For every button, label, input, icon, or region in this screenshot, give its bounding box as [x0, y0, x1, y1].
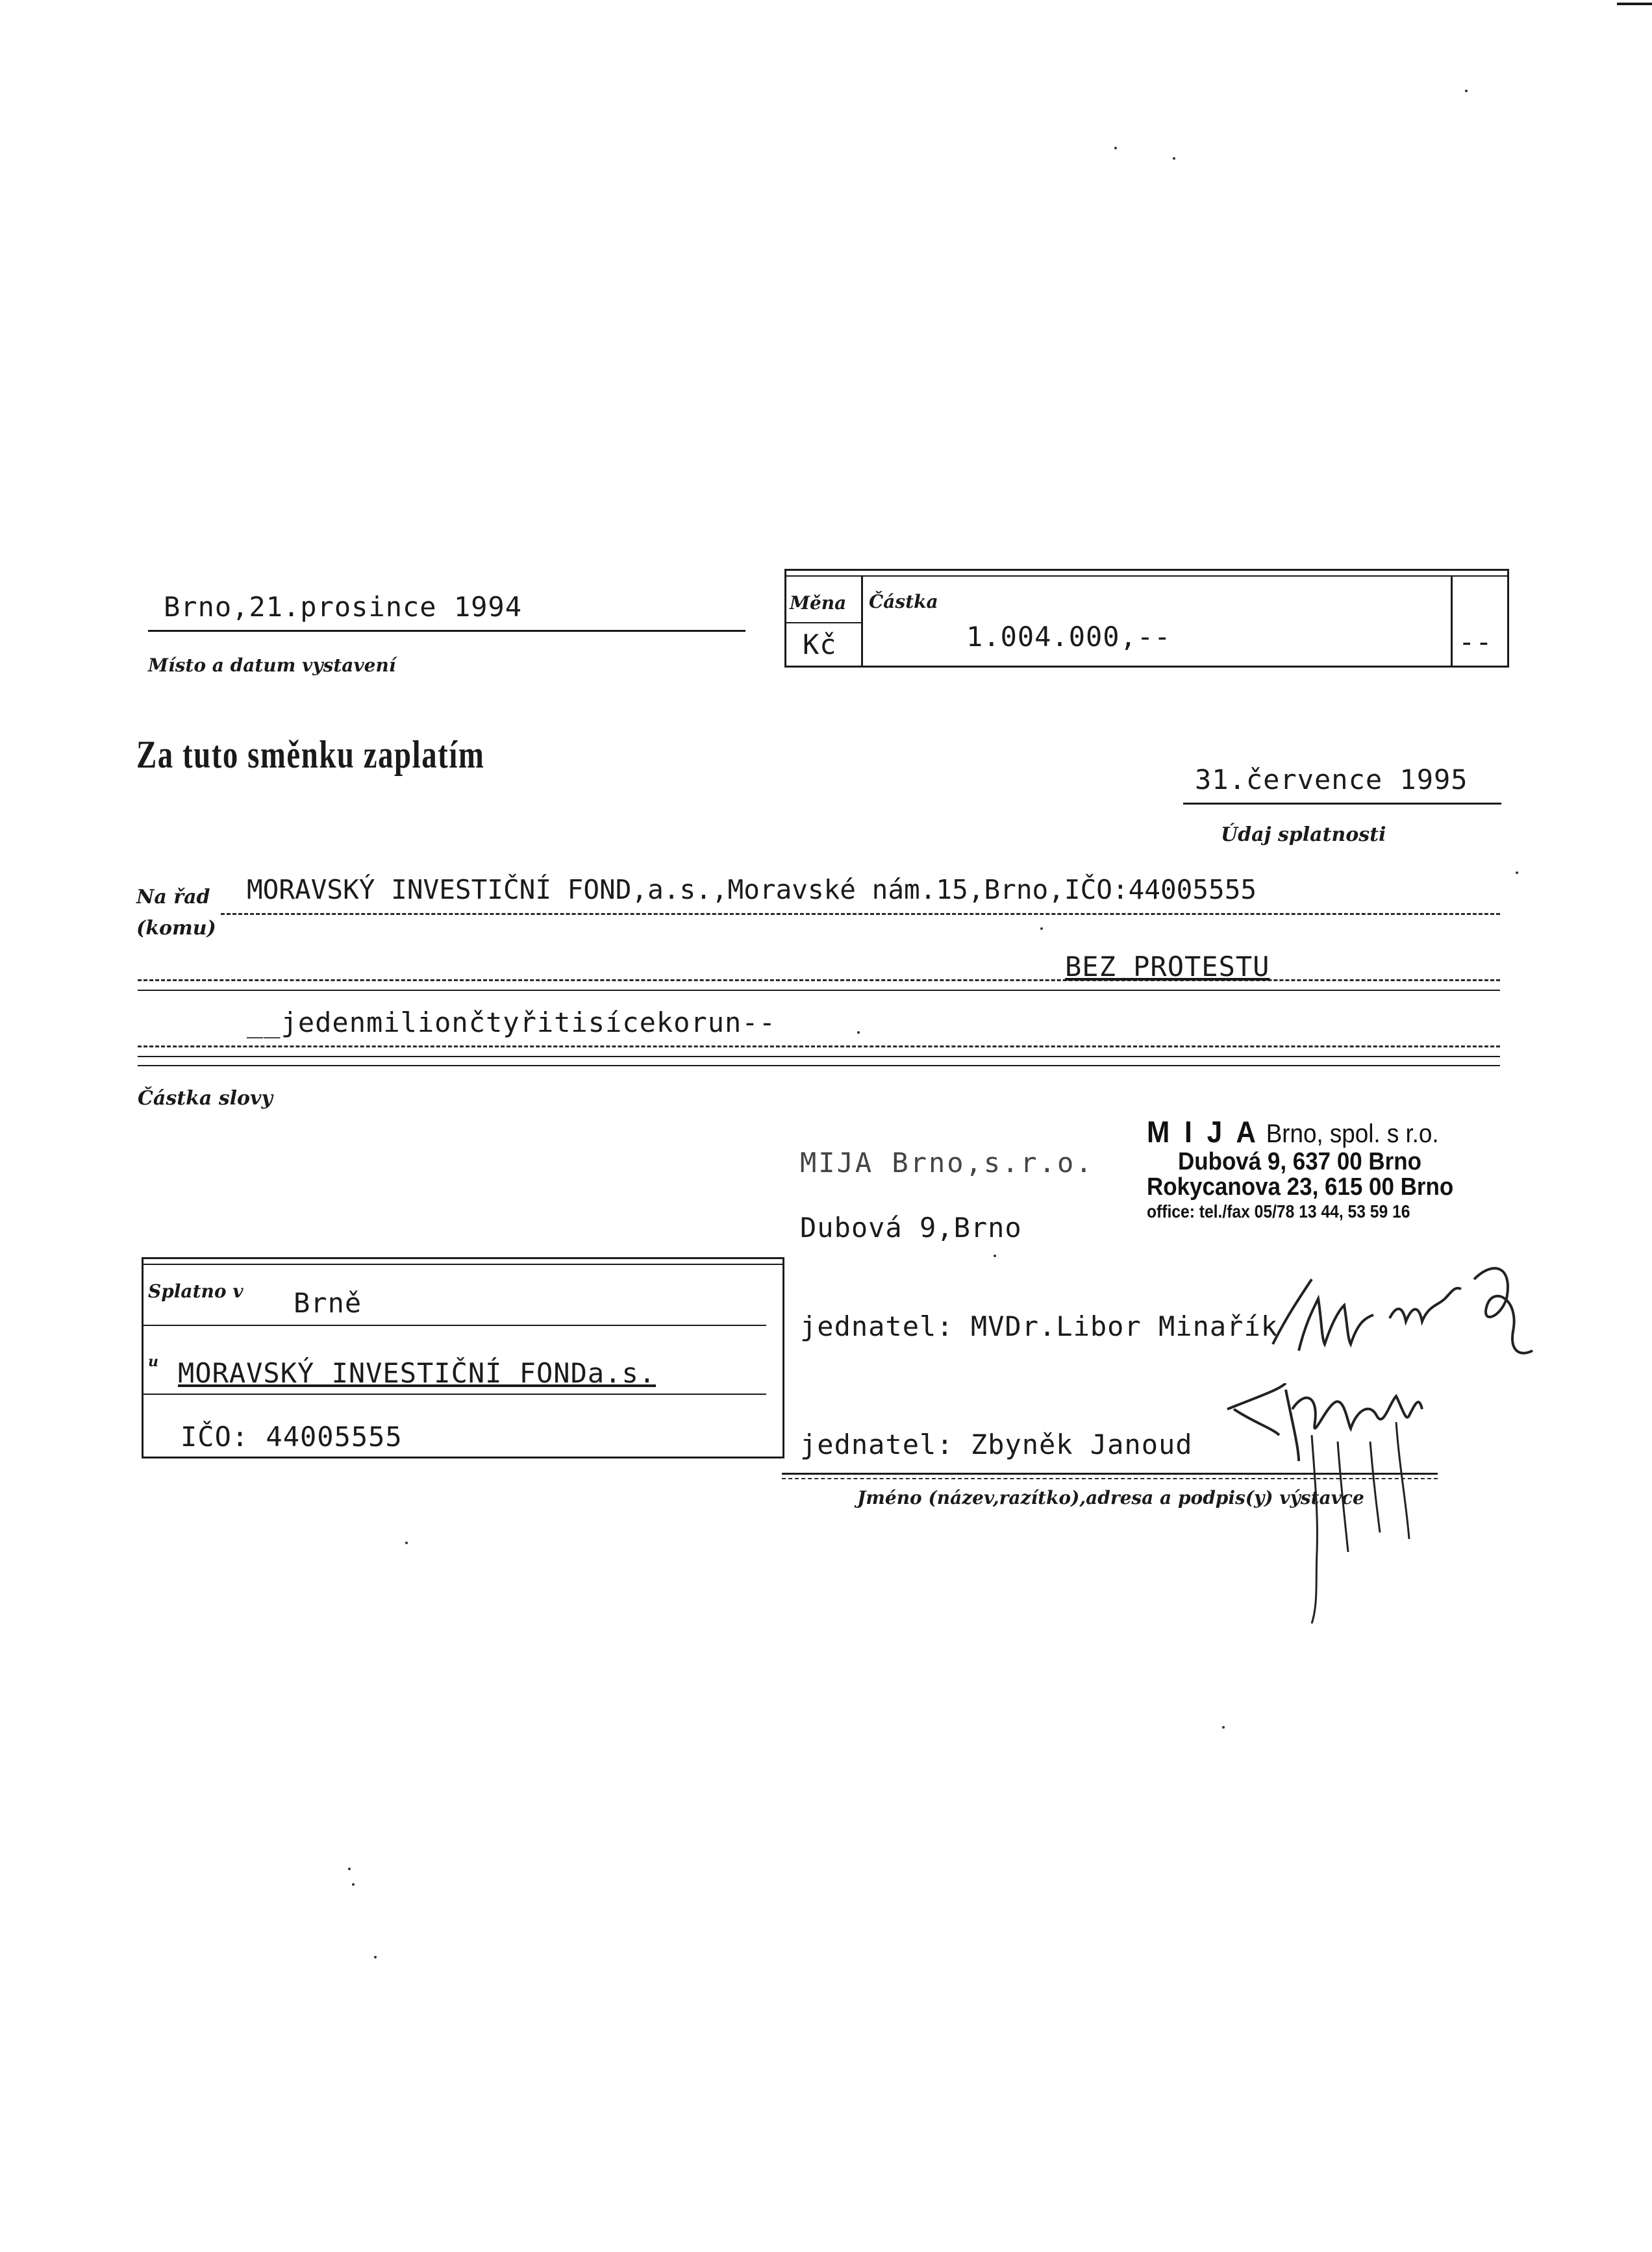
amount-words-rule-2: [138, 1065, 1500, 1066]
amount-value: 1.004.000,--: [966, 621, 1171, 653]
amount-words: __jedenmiliončtyřitisícekorun--: [247, 1007, 776, 1038]
drawer-signer-1: jednatel: MVDr.Libor Minařík: [800, 1310, 1279, 1342]
payee-double-rule: [138, 990, 1500, 991]
due-date: 31.července 1995: [1195, 764, 1468, 795]
drawer-label: Jméno (název,razítko),adresa a podpis(y) výstavce: [857, 1487, 1364, 1508]
payable-at-marker: u: [148, 1353, 158, 1370]
scan-speck: [374, 1956, 377, 1958]
amount-words-dashed-line: [138, 1045, 1500, 1047]
currency-label-rule: [786, 622, 861, 623]
currency-label: Měna: [790, 592, 847, 614]
currency-value: Kč: [803, 629, 837, 660]
payable-place-rule: [143, 1325, 766, 1326]
payable-box-top-double: [142, 1264, 784, 1265]
signature-janoud: [1221, 1383, 1455, 1630]
issue-place-date-label: Místo a datum vystavení: [148, 655, 396, 676]
payable-ico: IČO: 44005555: [181, 1421, 403, 1453]
scan-speck: [857, 1031, 860, 1034]
drawer-signer-2: jednatel: Zbyněk Janoud: [800, 1429, 1193, 1460]
amount-words-rule: [138, 1056, 1500, 1057]
scan-speck: [1114, 147, 1117, 149]
scan-speck: [348, 1868, 351, 1870]
stamp-line-3: Rokycanova 23, 615 00 Brno: [1147, 1173, 1454, 1201]
corner-mark: [1617, 3, 1652, 5]
scan-speck: [1173, 157, 1175, 160]
scan-speck: [1040, 927, 1043, 930]
payee-label-sub: (komu): [136, 917, 216, 940]
company-stamp: [1147, 1114, 1497, 1222]
payable-place: Brně: [294, 1287, 362, 1319]
payee-value: MORAVSKÝ INVESTIČNÍ FOND,a.s.,Moravské nám.15,Brno,IČO:44005555: [247, 874, 1257, 905]
amount-box-divider-2: [1451, 575, 1453, 666]
promise-heading: Za tuto směnku zaplatím: [136, 733, 485, 776]
drawer-address: Dubová 9,Brno: [800, 1212, 1022, 1244]
stamp-line-1: [1147, 1114, 1470, 1149]
scan-speck: [994, 1255, 996, 1257]
payee-label: Na řad: [136, 886, 210, 908]
scan-speck: [1465, 90, 1468, 92]
payable-label: Splatno v: [148, 1281, 244, 1302]
stamp-line-4: office: tel./fax 05/78 13 44, 53 59 16: [1147, 1201, 1410, 1221]
scan-speck: [1222, 1726, 1225, 1729]
due-date-underline: [1183, 803, 1501, 805]
scan-speck: [1516, 871, 1518, 874]
scan-speck: [405, 1542, 408, 1544]
scan-speck: [352, 1883, 355, 1886]
amount-box-divider-1: [861, 575, 863, 666]
amount-box: [784, 569, 1509, 668]
amount-box-top-double: [784, 575, 1509, 577]
issue-place-date: Brno,21.prosince 1994: [164, 591, 523, 623]
amount-words-label: Částka slovy: [138, 1087, 273, 1110]
amount-label: Částka: [869, 591, 938, 612]
amount-suffix: --: [1458, 626, 1493, 658]
drawer-name: MIJA Brno,s.r.o.: [800, 1147, 1094, 1179]
no-protest: BEZ PROTESTU: [1065, 951, 1270, 982]
stamp-line-2: Dubová 9, 637 00 Brno: [1178, 1148, 1421, 1175]
payee-dashed-line-2: [138, 979, 1500, 981]
stamp-line-1-rest: Brno, spol. s r.o.: [1266, 1120, 1439, 1148]
payable-at: MORAVSKÝ INVESTIČNÍ FONDa.s.: [178, 1357, 657, 1389]
issue-underline: [148, 630, 745, 632]
stamp-brand: M I J A: [1147, 1115, 1260, 1149]
payable-at-rule: [143, 1394, 766, 1395]
payee-dashed-line-1: [221, 913, 1500, 915]
due-date-label: Údaj splatnosti: [1221, 823, 1386, 846]
signature-minarik: [1260, 1260, 1546, 1390]
